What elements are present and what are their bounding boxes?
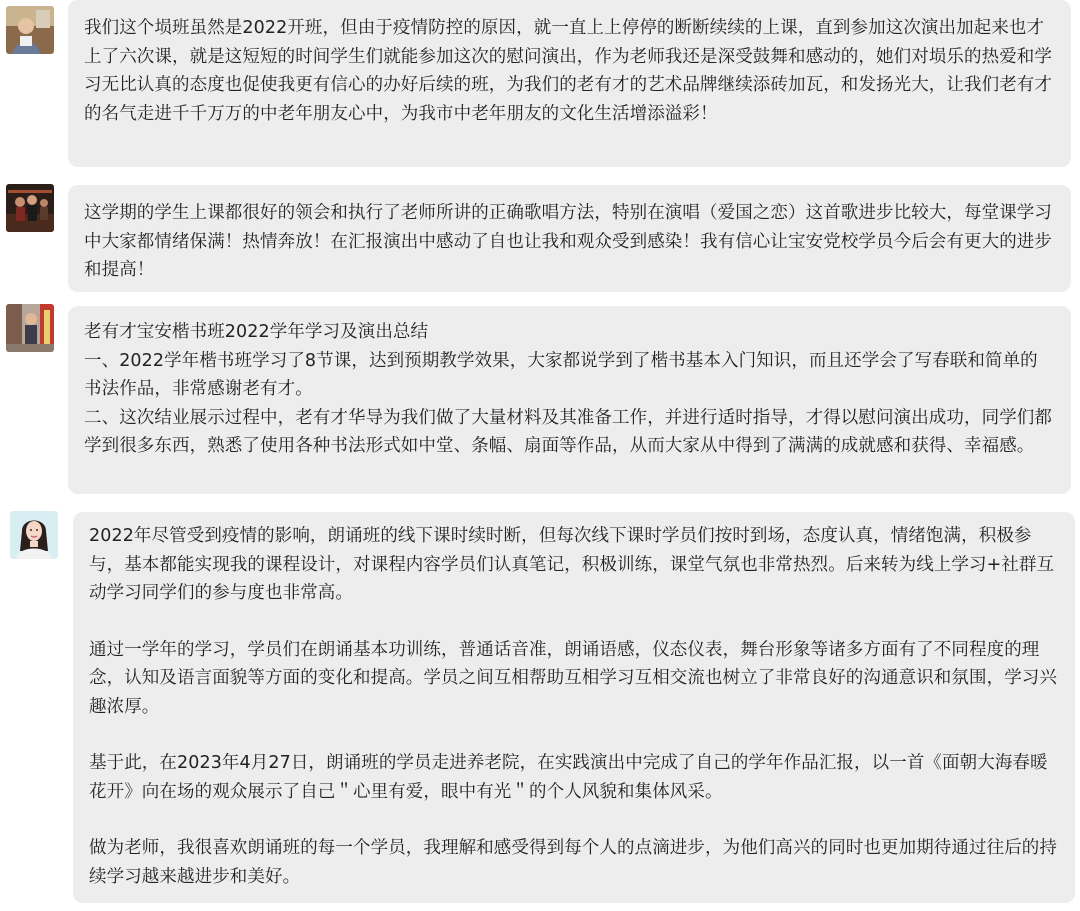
message-text: 2022年尽管受到疫情的影响，朗诵班的线下课时续时断，但每次线下课时学员们按时到场，态度认真，情绪饱满，积极参与，基本都能实现我的课程设计，对课程内容学员们认真笔记，积极训练，课堂气氛也非常热烈。后来转为线上学习+社群互动学习同学们的参与度也非常高。 (89, 526, 1055, 603)
message-bubble (68, 0, 1071, 167)
avatar-photo-icon (6, 6, 54, 54)
message-text: 这学期的学生上课都很好的领会和执行了老师所讲的正确歌唱方法，特别在演唱（爱国之恋）这首歌进步比较大，每堂课学习中大家都情绪保满！热情奔放！在汇报演出中感动了自也让我和观众受到感染！我有信心让宝安党校学员今后会有更大的进步和提高！ (84, 203, 1052, 280)
message-bubble (68, 185, 1071, 292)
avatar-photo-icon (10, 511, 58, 559)
avatar[interactable] (6, 304, 54, 352)
avatar[interactable] (6, 6, 54, 54)
message-text: 一、2022学年楷书班学习了8节课，达到预期教学效果，大家都说学到了楷书基本入门知识，而且还学会了写春联和简单的书法作品，非常感谢老有才。 (84, 350, 1038, 399)
avatar-photo-icon (6, 304, 54, 352)
message-bubble (68, 306, 1071, 494)
message-text: 老有才宝安楷书班2022学年学习及演出总结 (84, 322, 429, 342)
message-text: 二、这次结业展示过程中，老有才华导为我们做了大量材料及其准备工作，并进行适时指导，才得以慰问演出成功，同学们都学到很多东西，熟悉了使用各种书法形式如中堂、条幅、扇面等作品，从而大家从中得到了满满的成就感和获得、幸福感。 (84, 407, 1052, 456)
message-text: 通过一学年的学习，学员们在朗诵基本功训练，普通话音准，朗诵语感，仪态仪表，舞台形象等诸多方面有了不同程度的理念，认知及语言面貌等方面的变化和提高。学员之间互相帮助互相学习互相交流也树立了非常良好的沟通意识和氛围，学习兴趣浓厚。 (89, 639, 1057, 717)
message-text: 我们这个埙班虽然是2022开班，但由于疫情防控的原因，就一直上上停停的断断续续的上课，直到参加这次演出加起来也才上了六次课，就是这短短的时间学生们就能参加这次的慰问演出，作为老师我还是深受鼓舞和感动的，她们对埙乐的热爱和学习无比认真的态度也促使我更有信心的办好后续的班，为我们的老有才的艺术品牌继续添砖加瓦，和发扬光大，让我们老有才的名气走进千千万万的中老年朋友心中，为我市中老年朋友的文化生活增添溢彩！ (84, 18, 1052, 124)
message-bubble (73, 512, 1075, 903)
avatar[interactable] (10, 511, 58, 559)
avatar[interactable] (6, 184, 54, 232)
message-text: 做为老师，我很喜欢朗诵班的每一个学员，我理解和感受得到每个人的点滴进步，为他们高兴的同时也更加期待通过往后的持续学习越来越进步和美好。 (89, 838, 1057, 887)
avatar-photo-icon (6, 184, 54, 232)
message-text: 基于此，在2023年4月27日，朗诵班的学员走进养老院，在实践演出中完成了自己的学年作品汇报，以一首《面朝大海春暖花开》向在场的观众展示了自己＂心里有爱，眼中有光＂的个人风貌和集体风采。 (89, 753, 1048, 802)
